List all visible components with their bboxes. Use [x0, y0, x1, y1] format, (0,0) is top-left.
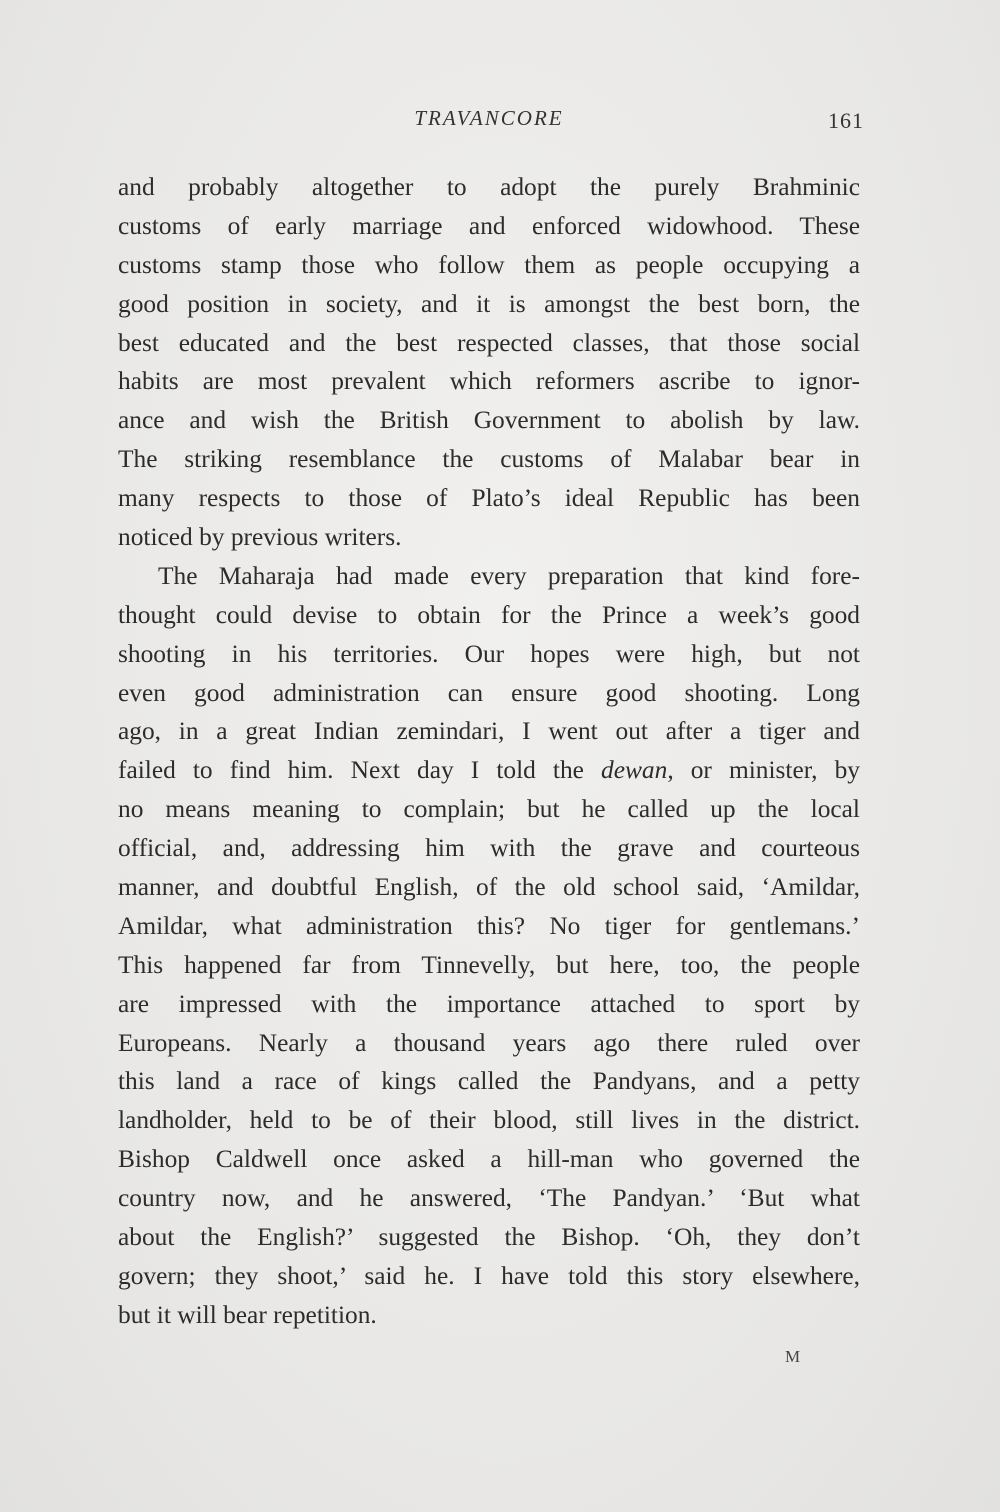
text-line: are impressed with the importance attached to sport by: [118, 989, 860, 1018]
text-line: best educated and the best respected classes, that those social: [118, 328, 860, 357]
text-line: no means meaning to complain; but he called up the local: [118, 795, 860, 824]
text-line: many respects to those of Plato’s ideal Republic has been: [118, 484, 860, 513]
text-line: country now, and he answered, ‘The Pandyan.’ ‘But what: [118, 1184, 860, 1213]
text-line: even good administration can ensure good shooting. Long: [118, 678, 860, 707]
text-line: Amildar, what administration this? No tiger for gentlemans.’: [118, 911, 860, 940]
text-line: govern; they shoot,’ said he. I have told this story elsewhere,: [118, 1261, 860, 1290]
page-number: 161: [828, 108, 864, 133]
italic-word: dewan: [601, 756, 668, 785]
text-line: customs stamp those who follow them as people occupying a: [118, 250, 860, 279]
text-line: and probably altogether to adopt the purely Brahminic: [118, 173, 860, 201]
text-line: Bishop Caldwell once asked a hill-man who governed the: [118, 1145, 860, 1174]
text-line: ago, in a great Indian zemindari, I went out after a tiger and: [118, 717, 860, 746]
text-line: noticed by previous writers.: [118, 523, 402, 552]
text-line: but it will bear repetition.: [118, 1300, 377, 1329]
running-title: TRAVANCORE: [414, 106, 564, 130]
text-line: This happened far from Tinnevelly, but here, too, the people: [118, 950, 860, 979]
text-line: Europeans. Nearly a thousand years ago there ruled over: [118, 1028, 860, 1057]
text-fragment: , or minister, by: [667, 756, 860, 785]
text-line-with-italic: [118, 751, 860, 790]
text-line: customs of early marriage and enforced widowhood. These: [118, 211, 860, 240]
paragraph-first-line: The Maharaja had made every preparation that kind fore-: [158, 561, 860, 590]
text-line: The striking resemblance the customs of Malabar bear in: [118, 445, 860, 474]
text-line: landholder, held to be of their blood, still lives in the district.: [118, 1106, 860, 1135]
text-line: habits are most prevalent which reformers ascribe to ignor-: [118, 367, 860, 396]
text-line: ance and wish the British Government to abolish by law.: [118, 406, 860, 435]
text-line: good position in society, and it is amongst the best born, the: [118, 289, 860, 318]
signature-mark: M: [785, 1347, 801, 1366]
running-head: [118, 106, 864, 136]
text-line: this land a race of kings called the Pandyans, and a petty: [118, 1067, 860, 1096]
text-line: about the English?’ suggested the Bishop. ‘Oh, they don’t: [118, 1223, 860, 1252]
text-line: manner, and doubtful English, of the old school said, ‘Amildar,: [118, 873, 860, 902]
text-line: shooting in his territories. Our hopes were high, but not: [118, 639, 860, 668]
text-line: thought could devise to obtain for the Prince a week’s good: [118, 600, 860, 629]
body-text: [118, 168, 860, 1335]
text-fragment: failed to find him. Next day I told the: [118, 756, 584, 785]
text-line: official, and, addressing him with the grave and courteous: [118, 834, 860, 863]
